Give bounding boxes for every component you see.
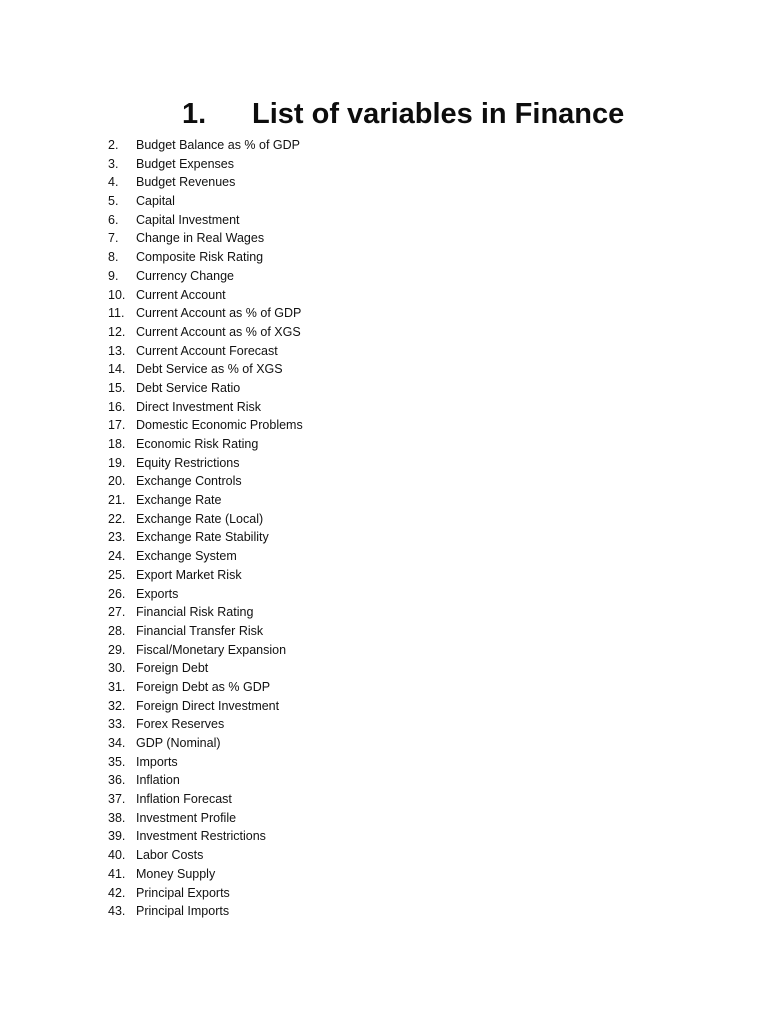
list-item-label: Capital Investment <box>136 212 240 227</box>
list-item-label: Labor Costs <box>136 848 204 863</box>
list-item-label: Economic Risk Rating <box>136 437 259 451</box>
list-item <box>108 641 303 660</box>
list-item <box>108 267 303 286</box>
list-item-label: Investment Restrictions <box>136 829 266 844</box>
list-item-number: 13. <box>108 343 126 358</box>
list-item-label: Exchange Rate Stability <box>136 530 269 545</box>
list-item-number: 2. <box>108 138 119 152</box>
list-item-number: 11. <box>108 306 125 321</box>
list-item <box>108 398 303 417</box>
list-item <box>108 753 303 772</box>
list-item <box>108 884 303 903</box>
list-item-number: 14. <box>108 362 126 377</box>
list-item-number: 38. <box>108 810 126 825</box>
list-item-number: 34. <box>108 736 126 750</box>
list-item <box>108 192 303 211</box>
list-item <box>108 809 303 828</box>
page-title <box>182 92 742 136</box>
variable-list <box>108 136 303 921</box>
list-item-number: 41. <box>108 866 126 881</box>
list-item <box>108 304 303 323</box>
list-item <box>108 827 303 846</box>
list-item-label: Budget Balance as % of GDP <box>136 138 300 152</box>
list-item-number: 26. <box>108 586 126 601</box>
list-item-label: Principal Imports <box>136 904 230 919</box>
list-item-label: Exchange Rate <box>136 493 222 508</box>
list-item <box>108 211 303 230</box>
list-item-number: 4. <box>108 175 119 190</box>
list-item-label: Debt Service Ratio <box>136 380 241 395</box>
list-item-label: Direct Investment Risk <box>136 399 262 414</box>
list-item-label: Capital <box>136 194 175 209</box>
list-item-label: Inflation <box>136 773 180 788</box>
list-item-number: 18. <box>108 437 126 451</box>
list-item-label: Investment Profile <box>136 810 237 825</box>
list-item <box>108 491 303 510</box>
list-item <box>108 286 303 305</box>
list-item <box>108 585 303 604</box>
list-item-number: 27. <box>108 605 126 620</box>
list-item <box>108 173 303 192</box>
list-item <box>108 734 303 753</box>
list-item <box>108 416 303 435</box>
list-item-number: 42. <box>108 885 126 900</box>
list-item-number: 28. <box>108 623 126 638</box>
list-item-number: 35. <box>108 754 126 769</box>
list-item-number: 3. <box>108 156 119 171</box>
list-item-number: 15. <box>108 380 126 395</box>
list-item <box>108 342 303 361</box>
list-item-number: 12. <box>108 324 126 339</box>
list-item <box>108 323 303 342</box>
list-item <box>108 846 303 865</box>
list-item-label: Exchange Rate (Local) <box>136 511 264 526</box>
list-item-label: Exchange System <box>136 549 237 564</box>
list-item-number: 9. <box>108 268 119 283</box>
list-item <box>108 622 303 641</box>
list-item <box>108 678 303 697</box>
list-item-label: Imports <box>136 754 178 769</box>
list-item-label: Principal Exports <box>136 885 230 900</box>
list-item-label: Current Account as % of GDP <box>136 306 302 321</box>
list-item <box>108 454 303 473</box>
list-item-label: Currency Change <box>136 268 234 283</box>
list-item-number: 16. <box>108 399 126 414</box>
list-item-number: 36. <box>108 773 126 788</box>
list-item-number: 40. <box>108 848 126 863</box>
list-item <box>108 510 303 529</box>
list-item-label: Foreign Debt as % GDP <box>136 679 271 694</box>
list-item-label: Current Account as % of XGS <box>136 324 301 339</box>
list-item <box>108 379 303 398</box>
list-item-label: Composite Risk Rating <box>136 250 264 265</box>
page-title-text: List of variables in Finance <box>252 98 625 130</box>
list-item-label: Foreign Direct Investment <box>136 698 280 713</box>
list-item-label: Inflation Forecast <box>136 792 232 807</box>
list-item-number: 19. <box>108 455 126 470</box>
list-item-number: 22. <box>108 511 126 526</box>
list-item-number: 6. <box>108 212 119 227</box>
list-item-number: 33. <box>108 717 126 732</box>
list-item-label: Money Supply <box>136 866 216 881</box>
list-item-label: Change in Real Wages <box>136 231 265 246</box>
list-item <box>108 528 303 547</box>
list-item-label: Exports <box>136 586 179 601</box>
list-item-label: Forex Reserves <box>136 717 225 732</box>
list-item <box>108 715 303 734</box>
list-item-number: 30. <box>108 661 126 676</box>
list-item-number: 31. <box>108 679 126 694</box>
list-item-number: 7. <box>108 231 119 246</box>
list-item-number: 24. <box>108 549 126 564</box>
list-item-number: 43. <box>108 904 126 919</box>
list-item-number: 10. <box>108 287 126 302</box>
list-item <box>108 865 303 884</box>
list-item-label: Export Market Risk <box>136 567 242 582</box>
list-item <box>108 472 303 491</box>
list-item-number: 37. <box>108 792 126 807</box>
list-item <box>108 566 303 585</box>
list-item-label: Foreign Debt <box>136 661 209 676</box>
list-item-number: 23. <box>108 530 126 545</box>
list-item-label: Domestic Economic Problems <box>136 418 303 433</box>
list-item-number: 8. <box>108 250 119 265</box>
list-item <box>108 603 303 622</box>
list-item <box>108 697 303 716</box>
list-item <box>108 547 303 566</box>
list-item-label: GDP (Nominal) <box>136 736 221 750</box>
page-title-number: 1. <box>182 98 207 130</box>
list-item-label: Debt Service as % of XGS <box>136 362 283 377</box>
list-item <box>108 659 303 678</box>
list-item-label: Financial Transfer Risk <box>136 623 264 638</box>
list-item-label: Fiscal/Monetary Expansion <box>136 642 287 657</box>
list-item-number: 25. <box>108 567 126 582</box>
list-item <box>108 771 303 790</box>
list-item-number: 29. <box>108 642 126 657</box>
list-item-label: Budget Expenses <box>136 156 234 171</box>
list-item-label: Financial Risk Rating <box>136 605 254 620</box>
list-item <box>108 136 303 155</box>
list-item <box>108 229 303 248</box>
list-item-number: 32. <box>108 698 126 713</box>
list-item-number: 17. <box>108 418 126 433</box>
list-item-number: 39. <box>108 829 126 844</box>
list-item-label: Current Account <box>136 287 226 302</box>
list-item <box>108 155 303 174</box>
list-item <box>108 435 303 454</box>
list-item <box>108 902 303 921</box>
list-item-label: Equity Restrictions <box>136 455 240 470</box>
list-item-number: 5. <box>108 194 119 209</box>
list-item-number: 20. <box>108 474 126 489</box>
list-item <box>108 248 303 267</box>
list-item-number: 21. <box>108 493 126 508</box>
list-item-label: Exchange Controls <box>136 474 242 489</box>
list-item-label: Current Account Forecast <box>136 343 278 358</box>
list-item <box>108 360 303 379</box>
list-item <box>108 790 303 809</box>
list-item-label: Budget Revenues <box>136 175 236 190</box>
